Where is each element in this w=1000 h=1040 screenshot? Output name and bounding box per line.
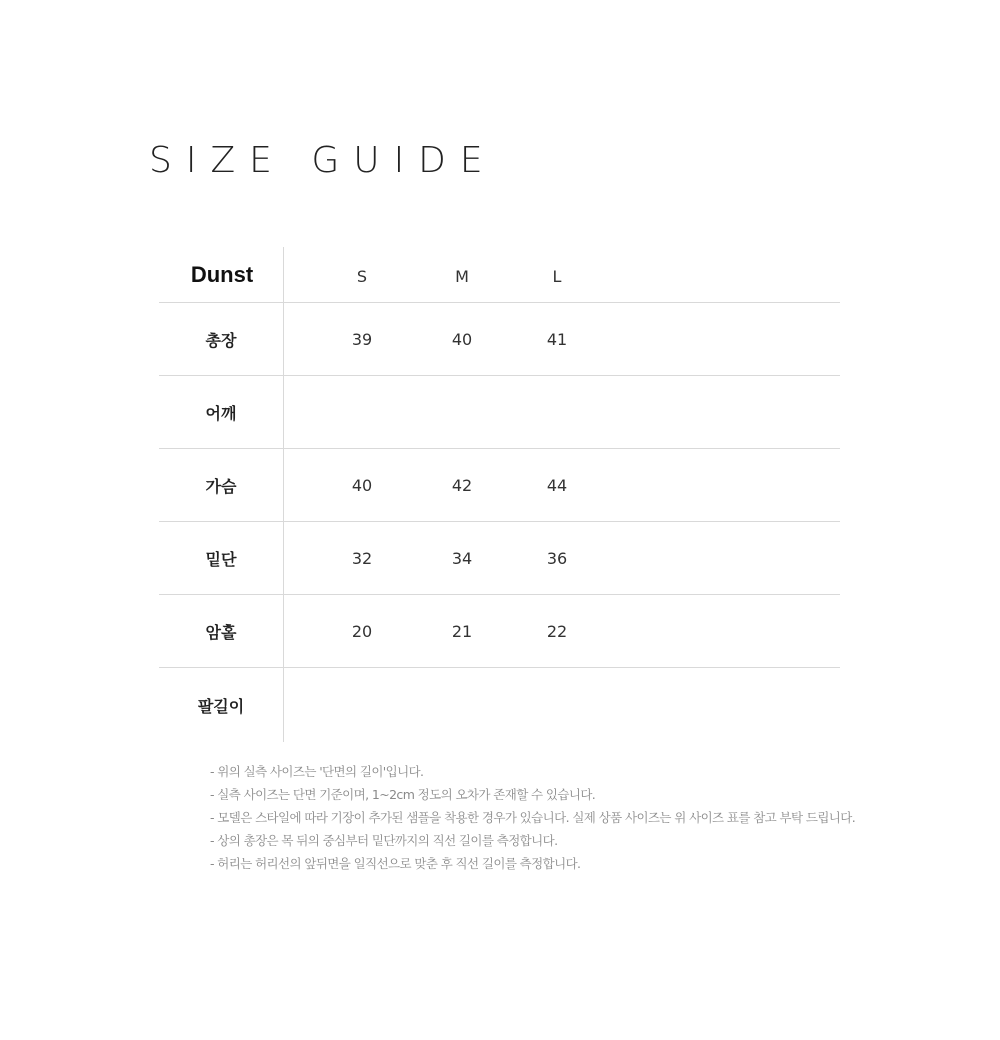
note-line: - 상의 총장은 목 뒤의 중심부터 밑단까지의 직선 길이를 측정합니다.	[210, 833, 558, 848]
table-cell	[517, 668, 597, 742]
table-cell: 22	[546, 621, 568, 641]
table-cell	[422, 376, 502, 448]
table-cell: 34	[451, 548, 473, 568]
size-header-l: L	[552, 266, 562, 286]
table-cell	[322, 376, 402, 448]
table-row	[159, 303, 840, 376]
measure-label: 팔길이	[159, 668, 284, 742]
table-cell	[517, 376, 597, 448]
brand-label: Dunst	[159, 247, 284, 302]
table-row	[159, 668, 840, 742]
table-cell: 40	[351, 475, 373, 495]
table-cell: 20	[351, 621, 373, 641]
measure-label: 밑단	[159, 522, 284, 594]
table-header-row	[159, 247, 840, 303]
size-table	[159, 247, 840, 742]
note-line: - 실측 사이즈는 단면 기준이며, 1~2cm 정도의 오차가 존재할 수 있습니다.	[210, 787, 596, 802]
table-cell: 44	[546, 475, 568, 495]
table-cell: 21	[451, 621, 473, 641]
table-cell: 36	[546, 548, 568, 568]
table-cell	[322, 668, 402, 742]
table-row	[159, 595, 840, 668]
measure-label: 총장	[159, 303, 284, 375]
table-cell: 42	[451, 475, 473, 495]
table-row	[159, 522, 840, 595]
page-title: SIZE GUIDE	[149, 140, 497, 181]
note-line: - 허리는 허리선의 앞뒤면을 일직선으로 맞춘 후 직선 길이를 측정합니다.	[210, 856, 581, 871]
table-cell: 40	[451, 329, 473, 349]
size-header-m: M	[455, 266, 469, 286]
table-cell: 41	[546, 329, 568, 349]
size-notes	[210, 760, 856, 875]
table-cell: 39	[351, 329, 373, 349]
table-row	[159, 449, 840, 522]
note-line: - 위의 실측 사이즈는 '단면의 길이'입니다.	[210, 764, 424, 779]
note-line: - 모델은 스타일에 따라 기장이 추가된 샘플을 착용한 경우가 있습니다. 실제 상품 사이즈는 위 사이즈 표를 참고 부탁 드립니다.	[210, 810, 856, 825]
measure-label: 암홀	[159, 595, 284, 667]
measure-label: 어깨	[159, 376, 284, 448]
table-cell: 32	[351, 548, 373, 568]
table-row	[159, 376, 840, 449]
measure-label: 가슴	[159, 449, 284, 521]
table-cell	[422, 668, 502, 742]
size-header-s: S	[356, 266, 368, 286]
